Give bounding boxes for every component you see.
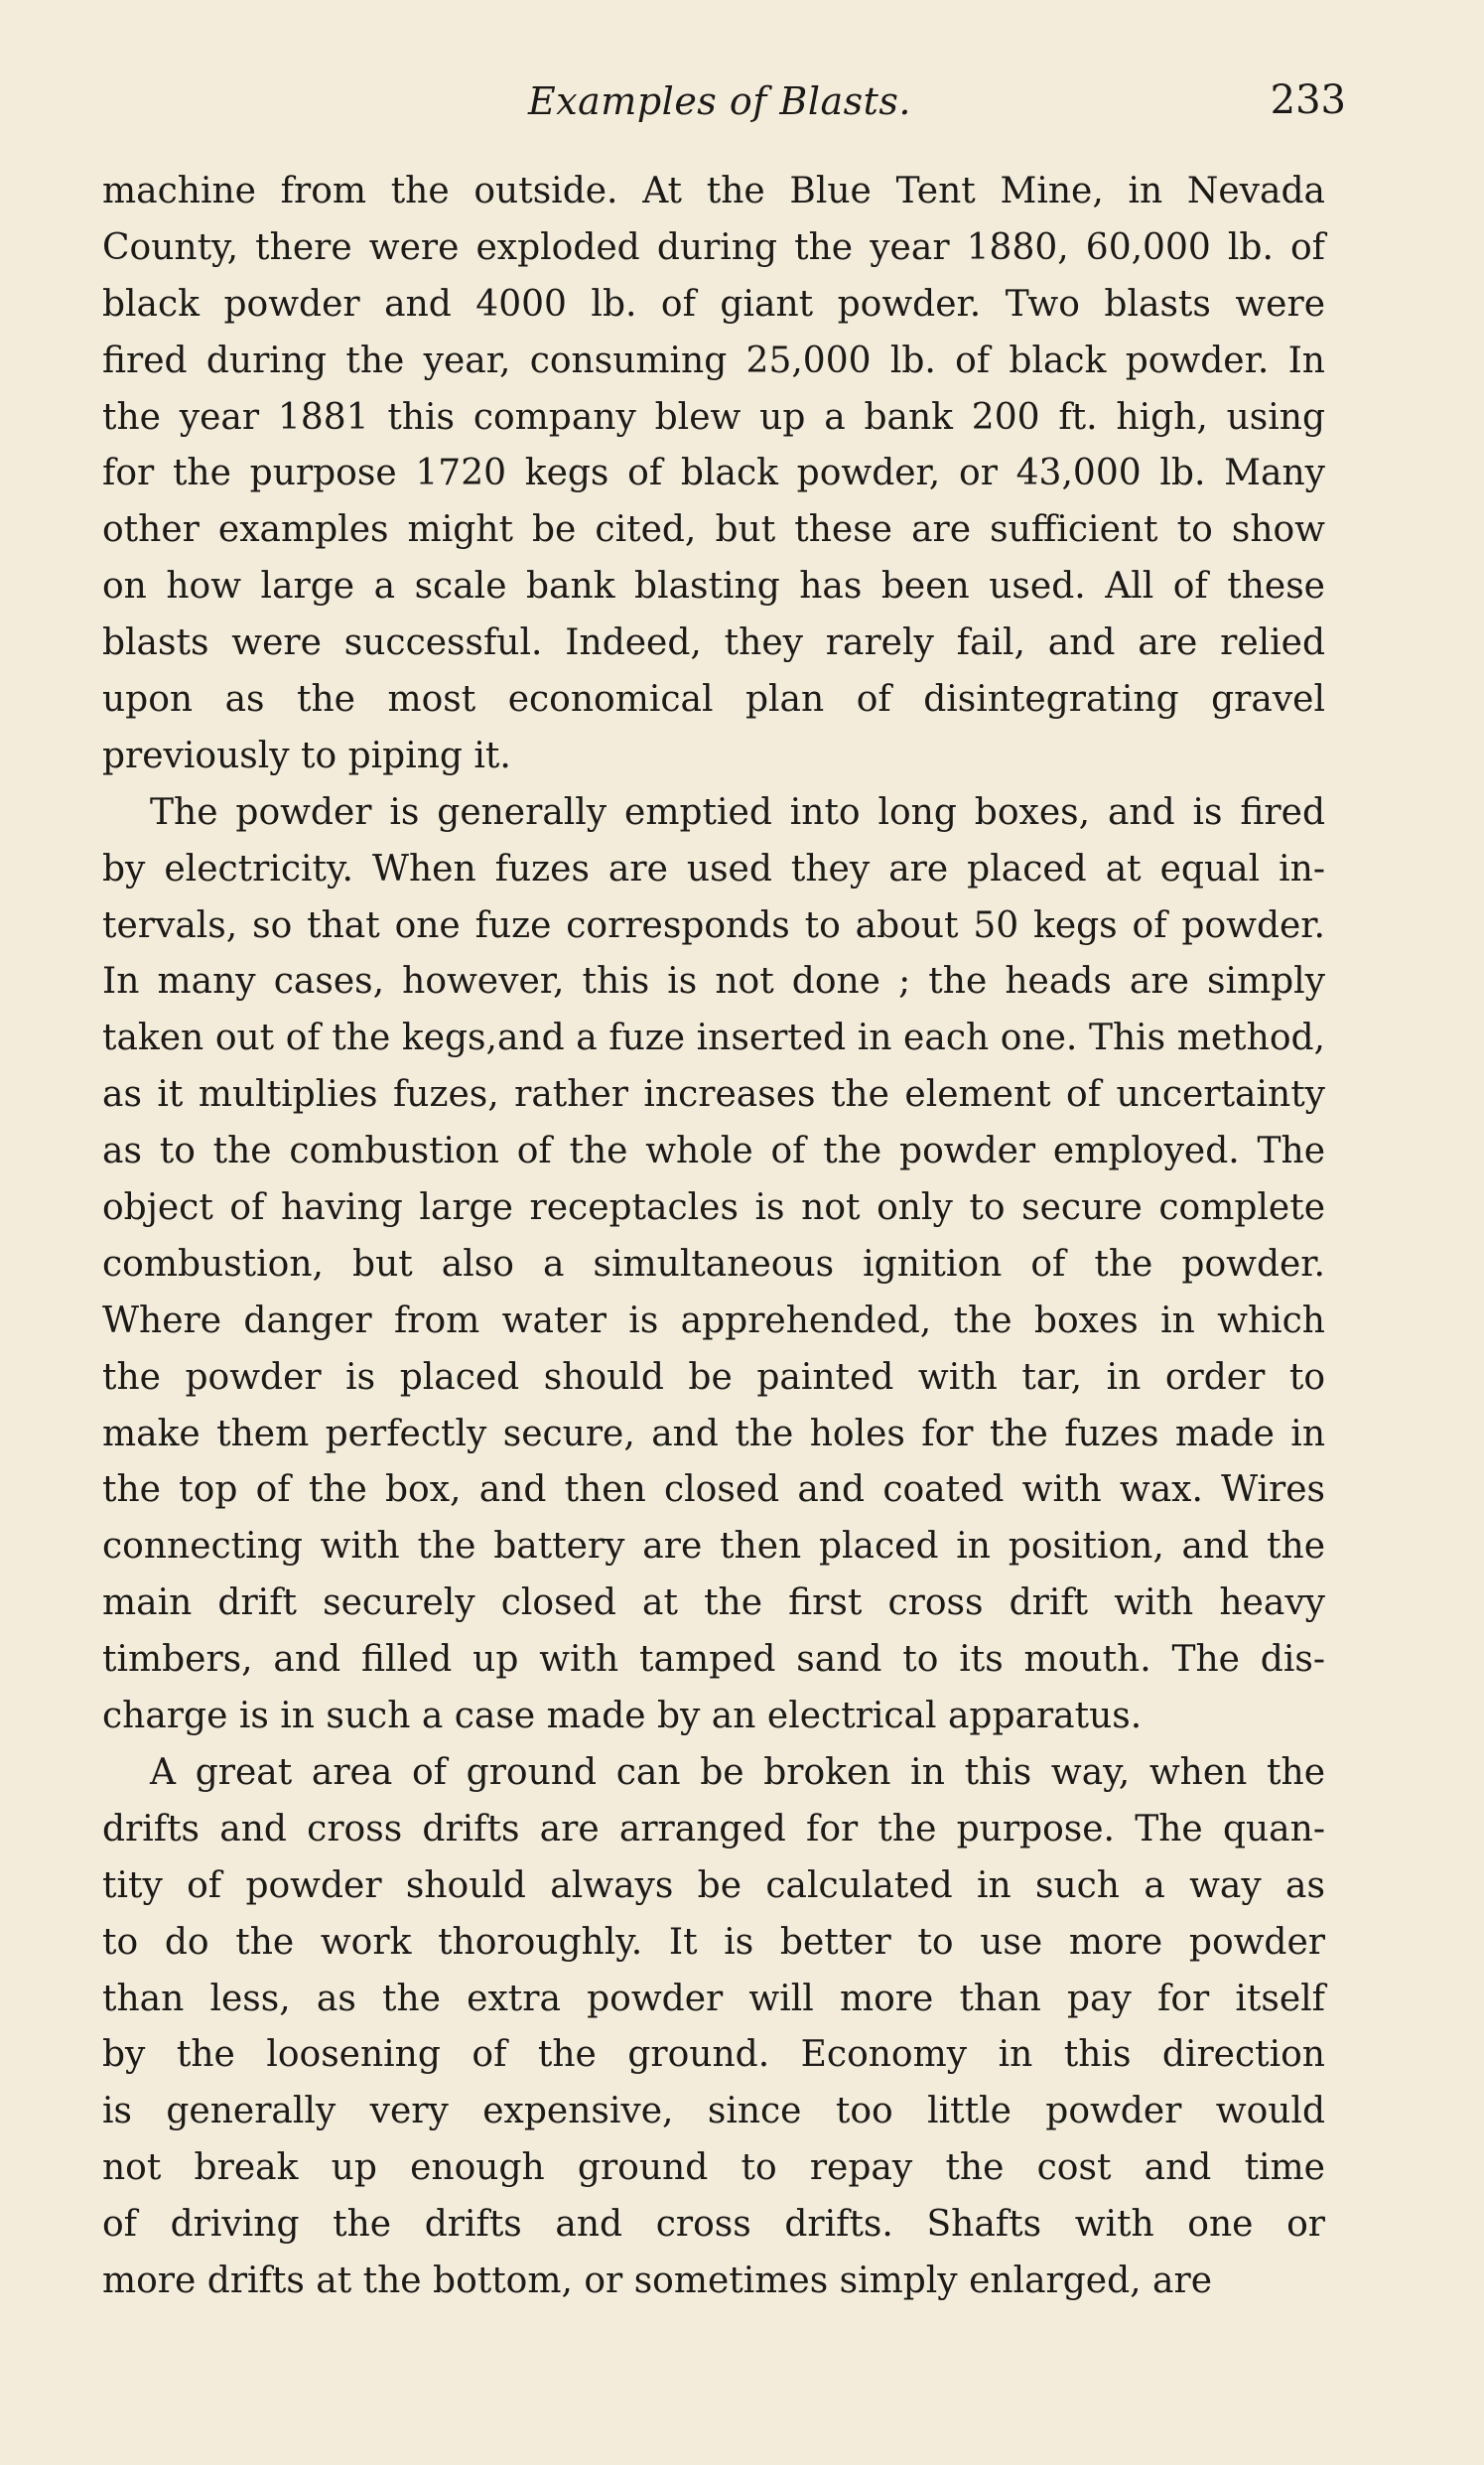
- text-line: taken out of the kegs,and a fuze inserted in each one. This method,: [102, 1018, 1325, 1059]
- running-head: [99, 77, 1346, 137]
- text-line: is generally very expensive, since too little powder would: [102, 2091, 1325, 2132]
- text-line: the top of the box, and then closed and coated with wax. Wires: [102, 1469, 1325, 1511]
- paragraph: [102, 164, 1325, 785]
- text-line: tervals, so that one fuze corresponds to about 50 kegs of powder.: [102, 904, 1325, 946]
- text-line: upon as the most economical plan of disintegrating gravel: [102, 679, 1325, 721]
- text-line: connecting with the battery are then placed in position, and the: [102, 1526, 1325, 1568]
- text-line: for the purpose 1720 kegs of black powder, or 43,000 lb. Many: [102, 453, 1325, 494]
- text-line: tity of powder should always be calculated in such a way as: [102, 1864, 1325, 1906]
- text-line: by the loosening of the ground. Economy in this direction: [102, 2034, 1325, 2076]
- text-line: black powder and 4000 lb. of giant powder. Two blasts were: [102, 283, 1325, 325]
- text-line: make them perfectly secure, and the holes for the fuzes made in: [102, 1413, 1325, 1454]
- text-line: blasts were successful. Indeed, they rarely fail, and are relied: [102, 622, 1325, 664]
- text-line: fired during the year, consuming 25,000 lb. of black powder. In: [102, 340, 1325, 381]
- paragraph: [102, 1745, 1325, 2310]
- text-line: as it multiplies fuzes, rather increases the element of uncertainty: [102, 1074, 1325, 1116]
- page-number: 233: [1270, 77, 1346, 123]
- text-line: combustion, but also a simultaneous ignition of the powder.: [102, 1243, 1325, 1285]
- paragraph: [102, 785, 1325, 1745]
- text-line: machine from the outside. At the Blue Tent Mine, in Nevada: [102, 171, 1325, 211]
- text-line: not break up enough ground to repay the cost and time: [102, 2147, 1325, 2189]
- text-line: drifts and cross drifts are arranged for the purpose. The quan-: [102, 1808, 1325, 1849]
- body-text: [102, 164, 1325, 2310]
- text-line: The powder is generally emptied into long boxes, and is fired: [150, 791, 1325, 833]
- text-line: the year 1881 this company blew up a bank 200 ft. high, using: [102, 396, 1325, 438]
- text-line: previously to piping it.: [102, 735, 511, 776]
- text-line: Where danger from water is apprehended, the boxes in which: [102, 1300, 1325, 1341]
- text-line: to do the work thoroughly. It is better to use more powder: [102, 1921, 1325, 1963]
- text-line: the powder is placed should be painted with tar, in order to: [102, 1356, 1325, 1398]
- text-line: as to the combustion of the whole of the powder employed. The: [102, 1131, 1325, 1172]
- text-line: County, there were exploded during the year 1880, 60,000 lb. of: [102, 226, 1325, 268]
- text-line: In many cases, however, this is not done ; the heads are simply: [102, 961, 1325, 1003]
- text-line: by electricity. When fuzes are used they are placed at equal in-: [102, 848, 1325, 890]
- text-line: object of having large receptacles is not only to secure complete: [102, 1187, 1325, 1229]
- text-line: more drifts at the bottom, or sometimes simply enlarged, are: [102, 2260, 1213, 2301]
- running-title: Examples of Blasts.: [527, 79, 911, 123]
- text-line: on how large a scale bank blasting has been used. All of these: [102, 566, 1325, 608]
- text-line: than less, as the extra powder will more than pay for itself: [102, 1978, 1325, 2019]
- text-line: timbers, and filled up with tamped sand to its mouth. The dis-: [102, 1639, 1325, 1681]
- text-line: A great area of ground can be broken in this way, when the: [150, 1751, 1325, 1793]
- text-line: main drift securely closed at the first cross drift with heavy: [102, 1582, 1325, 1624]
- text-line: of driving the drifts and cross drifts. Shafts with one or: [102, 2204, 1325, 2246]
- text-line: other examples might be cited, but these are sufficient to show: [102, 509, 1325, 551]
- text-line: charge is in such a case made by an electrical apparatus.: [102, 1696, 1143, 1737]
